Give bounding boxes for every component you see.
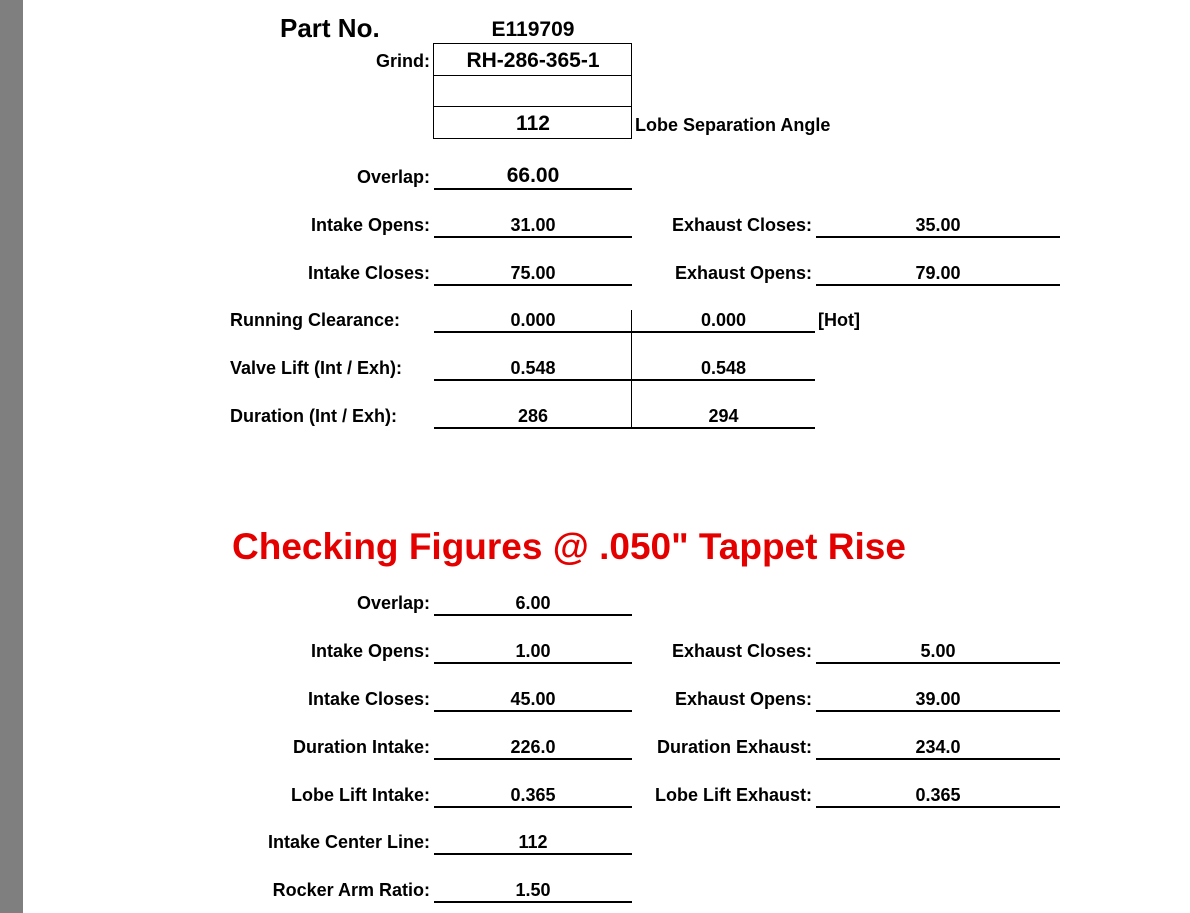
exhaust-closes-label: Exhaust Closes: <box>671 215 812 235</box>
chk-intake-center-line-value: 112 <box>518 832 548 852</box>
chk-exhaust-opens-value: 39.00 <box>915 689 961 709</box>
chk-exhaust-closes-value: 5.00 <box>920 641 956 661</box>
chk-intake-closes-value: 45.00 <box>510 689 556 709</box>
hot-label: [Hot] <box>818 310 860 330</box>
chk-duration-exhaust-underline <box>816 758 1060 760</box>
grind-label: Grind: <box>376 51 430 71</box>
running-clearance-int-underline <box>434 331 632 333</box>
valve-lift-int-underline <box>434 379 632 381</box>
running-clearance-exh: 0.000 <box>700 310 747 330</box>
chk-lobe-lift-intake-label: Lobe Lift Intake: <box>291 785 430 805</box>
chk-duration-intake-underline <box>434 758 632 760</box>
exhaust-opens-underline <box>816 284 1060 286</box>
chk-lobe-lift-exhaust-value: 0.365 <box>915 785 961 805</box>
chk-rocker-arm-ratio-underline <box>434 901 632 903</box>
chk-duration-intake-value: 226.0 <box>510 737 556 757</box>
part-no-value: E119709 <box>491 18 575 41</box>
blank-box <box>433 75 632 107</box>
chk-rocker-arm-ratio-value: 1.50 <box>515 880 551 900</box>
overlap-label: Overlap: <box>356 167 430 187</box>
chk-exhaust-closes-label: Exhaust Closes: <box>671 641 812 661</box>
chk-exhaust-opens-underline <box>816 710 1060 712</box>
running-clearance-label: Running Clearance: <box>230 310 401 330</box>
chk-duration-exhaust-label: Duration Exhaust: <box>656 737 812 757</box>
intake-closes-underline <box>434 284 632 286</box>
exhaust-closes-value: 35.00 <box>915 215 961 235</box>
grind-value: RH-286-365-1 <box>466 49 600 72</box>
duration-exh: 294 <box>708 406 739 426</box>
intake-opens-underline <box>434 236 632 238</box>
valve-lift-exh: 0.548 <box>700 358 747 378</box>
duration-exh-underline <box>632 427 815 429</box>
duration-int-underline <box>434 427 632 429</box>
chk-intake-center-line-label: Intake Center Line: <box>267 832 430 852</box>
viewer-sidebar <box>0 0 23 913</box>
chk-intake-opens-label: Intake Opens: <box>310 641 430 661</box>
running-clearance-int: 0.000 <box>510 310 556 330</box>
lsa-label: Lobe Separation Angle <box>635 115 831 135</box>
chk-intake-opens-underline <box>434 662 632 664</box>
chk-lobe-lift-intake-underline <box>434 806 632 808</box>
intake-closes-value: 75.00 <box>510 263 556 283</box>
chk-intake-closes-underline <box>434 710 632 712</box>
chk-lobe-lift-exhaust-label: Lobe Lift Exhaust: <box>655 785 812 805</box>
checking-figures-title: Checking Figures @ .050" Tappet Rise <box>232 526 906 567</box>
overlap-underline <box>434 188 632 190</box>
intake-opens-label: Intake Opens: <box>310 215 430 235</box>
duration-int: 286 <box>517 406 549 426</box>
chk-intake-closes-label: Intake Closes: <box>307 689 430 709</box>
chk-overlap-label: Overlap: <box>356 593 430 613</box>
intake-opens-value: 31.00 <box>510 215 556 235</box>
exhaust-opens-label: Exhaust Opens: <box>674 263 812 283</box>
valve-lift-label: Valve Lift (Int / Exh): <box>230 358 403 378</box>
lsa-value: 112 <box>516 112 550 135</box>
exhaust-opens-value: 79.00 <box>915 263 961 283</box>
chk-lobe-lift-exhaust-underline <box>816 806 1060 808</box>
chk-exhaust-closes-underline <box>816 662 1060 664</box>
chk-overlap-value: 6.00 <box>515 593 551 613</box>
chk-duration-intake-label: Duration Intake: <box>292 737 430 757</box>
chk-duration-exhaust-value: 234.0 <box>915 737 961 757</box>
running-clearance-exh-underline <box>632 331 815 333</box>
duration-label: Duration (Int / Exh): <box>230 406 397 426</box>
overlap-value: 66.00 <box>506 164 560 187</box>
part-no-label: Part No. <box>280 13 380 43</box>
intake-closes-label: Intake Closes: <box>307 263 430 283</box>
chk-rocker-arm-ratio-label: Rocker Arm Ratio: <box>272 880 430 900</box>
chk-lobe-lift-intake-value: 0.365 <box>510 785 556 805</box>
chk-overlap-underline <box>434 614 632 616</box>
valve-lift-int: 0.548 <box>510 358 556 378</box>
exhaust-closes-underline <box>816 236 1060 238</box>
valve-lift-exh-underline <box>632 379 815 381</box>
chk-exhaust-opens-label: Exhaust Opens: <box>674 689 812 709</box>
chk-intake-center-line-underline <box>434 853 632 855</box>
chk-intake-opens-value: 1.00 <box>515 641 551 661</box>
